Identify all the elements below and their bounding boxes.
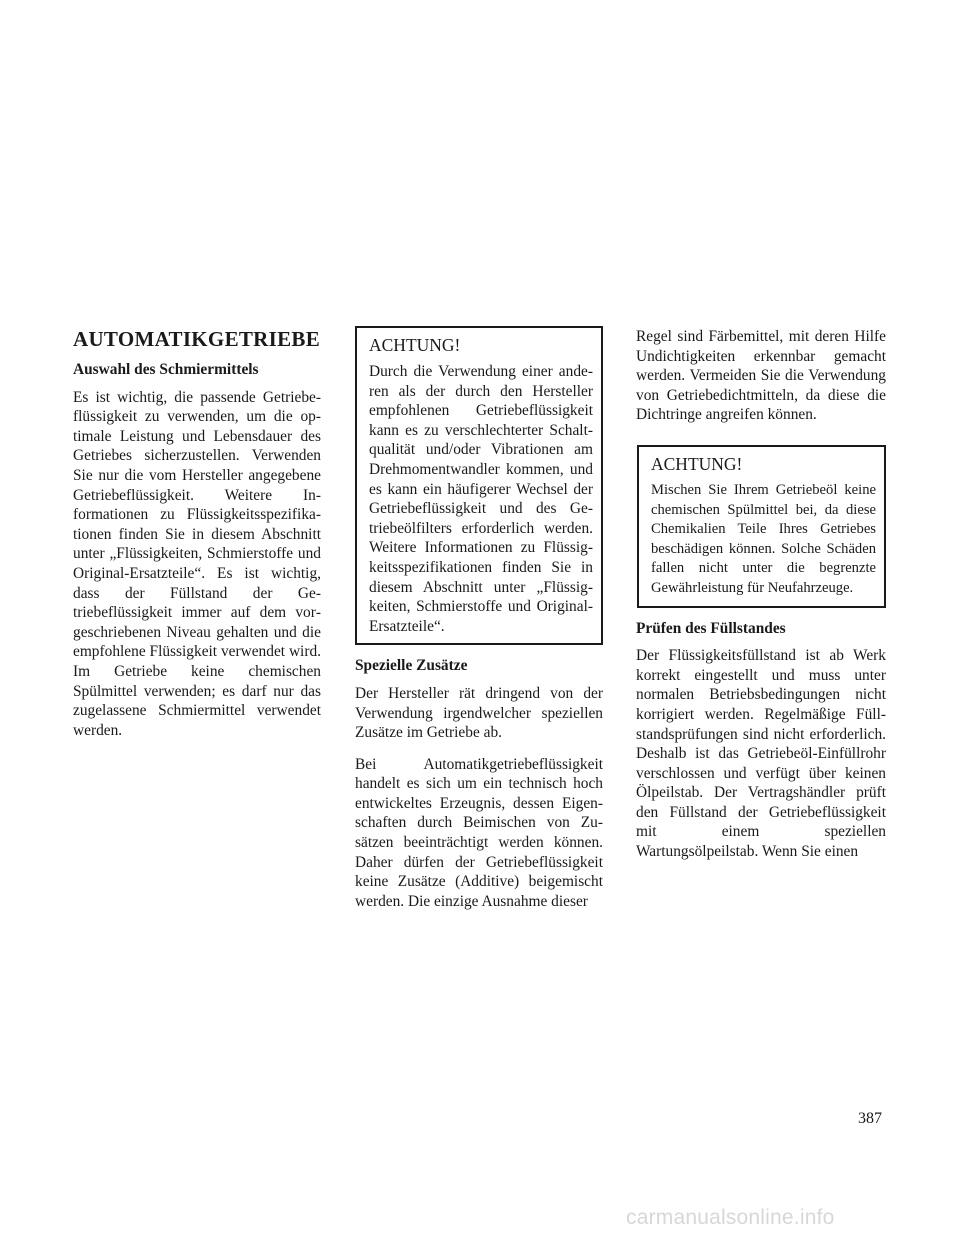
- body-paragraph: Regel sind Färbemittel, mit deren Hilfe Undichtigkeiten erkennbar gemacht werden. Vermeiden Sie die Verwendung von Getriebedichtmitteln, da diese die Dichtringe angreifen können.: [636, 328, 886, 424]
- warning-text: Durch die Verwendung einer anderen als der durch den Hersteller empfohlenen Getriebeflüssigkeit kann es zu verschlechterter Schaltqualität und/oder Vibrationen am Drehmomentwandler kommen, und es kann ein häufigerer Wechsel der Getriebeflüssigkeit und des Getriebeölfilters erforderlich werden. Weitere Informationen zu Flüssigkeitsspezifikationen finden Sie in diesem Abschnitt unter „Flüssigkeiten, Schmierstoffe und Original-Ersatzteile“.: [369, 363, 593, 635]
- warning-box: [355, 326, 603, 645]
- body-paragraph: Der Hersteller rät dringend von der Verwendung irgendwelcher speziellen Zusätze im Getriebe ab.: [355, 684, 603, 742]
- page-number: 387: [858, 1110, 882, 1127]
- subheading-level-check: Prüfen des Füllstandes: [636, 619, 786, 637]
- body-paragraph: Der Flüssigkeitsfüllstand ist ab Werk korrekt eingestellt und muss unter normalen Betriebsbedingungen nicht korrigiert werden. Regelmäßige Füllstandsprüfungen sind nicht erforderlich. Deshalb ist das Getriebeöl-Einfüllrohr verschlossen und verfügt über keinen Ölpeilstab. Der Vertragshändler prüft den Füllstand der Getriebeflüssigkeit mit einem speziellen Wartungsölpeilstab. Wenn Sie einen: [636, 647, 886, 861]
- warning-title: ACHTUNG!: [651, 453, 743, 474]
- body-paragraph: Bei Automatikgetriebeflüssigkeit handelt es sich um ein technisch hoch entwickeltes Erzeugnis, dessen Eigenschaften durch Beimischen von Zusätzen beeinträchtigt werden können. Daher dürfen der Getriebeflüssigkeit keine Zusätze (Additive) beigemischt werden. Die einzige Ausnahme dieser: [355, 755, 603, 910]
- body-paragraph: Es ist wichtig, die passende Getriebeflüssigkeit zu verwenden, um die optimale Leistung und Lebensdauer des Getriebes sicherzustellen. Verwenden Sie nur die vom Hersteller angegebene Getriebeflüssigkeit. Weitere Informationen zu Flüssigkeitsspezifikationen finden Sie in diesem Abschnitt unter „Flüssigkeiten, Schmierstoffe und Original-Ersatzteile“. Es ist wichtig, dass der Füllstand der Getriebeflüssigkeit immer auf dem vorgeschriebenen Niveau gehalten und die empfohlene Flüssigkeit verwendet wird. Im Getriebe keine chemischen Spülmittel verwenden; es darf nur das zugelassene Schmiermittel verwendet werden.: [73, 388, 321, 739]
- subheading-lubricant-selection: Auswahl des Schmiermittels: [73, 361, 259, 378]
- column-2: [355, 326, 603, 923]
- subheading-special-additives: Spezielle Zusätze: [355, 657, 468, 675]
- warning-text: Mischen Sie Ihrem Getriebeöl keine chemischen Spülmittel bei, da diese Chemikalien Teile Ihres Getriebes beschädigen können. Solche Schäden fallen nicht unter die begrenzte Gewährleistung für Neufahrzeuge.: [651, 481, 876, 596]
- watermark: carmanualsonline.info: [626, 1206, 835, 1229]
- column-1: [73, 326, 321, 752]
- warning-box: [637, 445, 886, 608]
- section-heading: AUTOMATIKGETRIEBE: [73, 327, 321, 351]
- warning-title: ACHTUNG!: [369, 335, 461, 355]
- column-3: [636, 327, 886, 874]
